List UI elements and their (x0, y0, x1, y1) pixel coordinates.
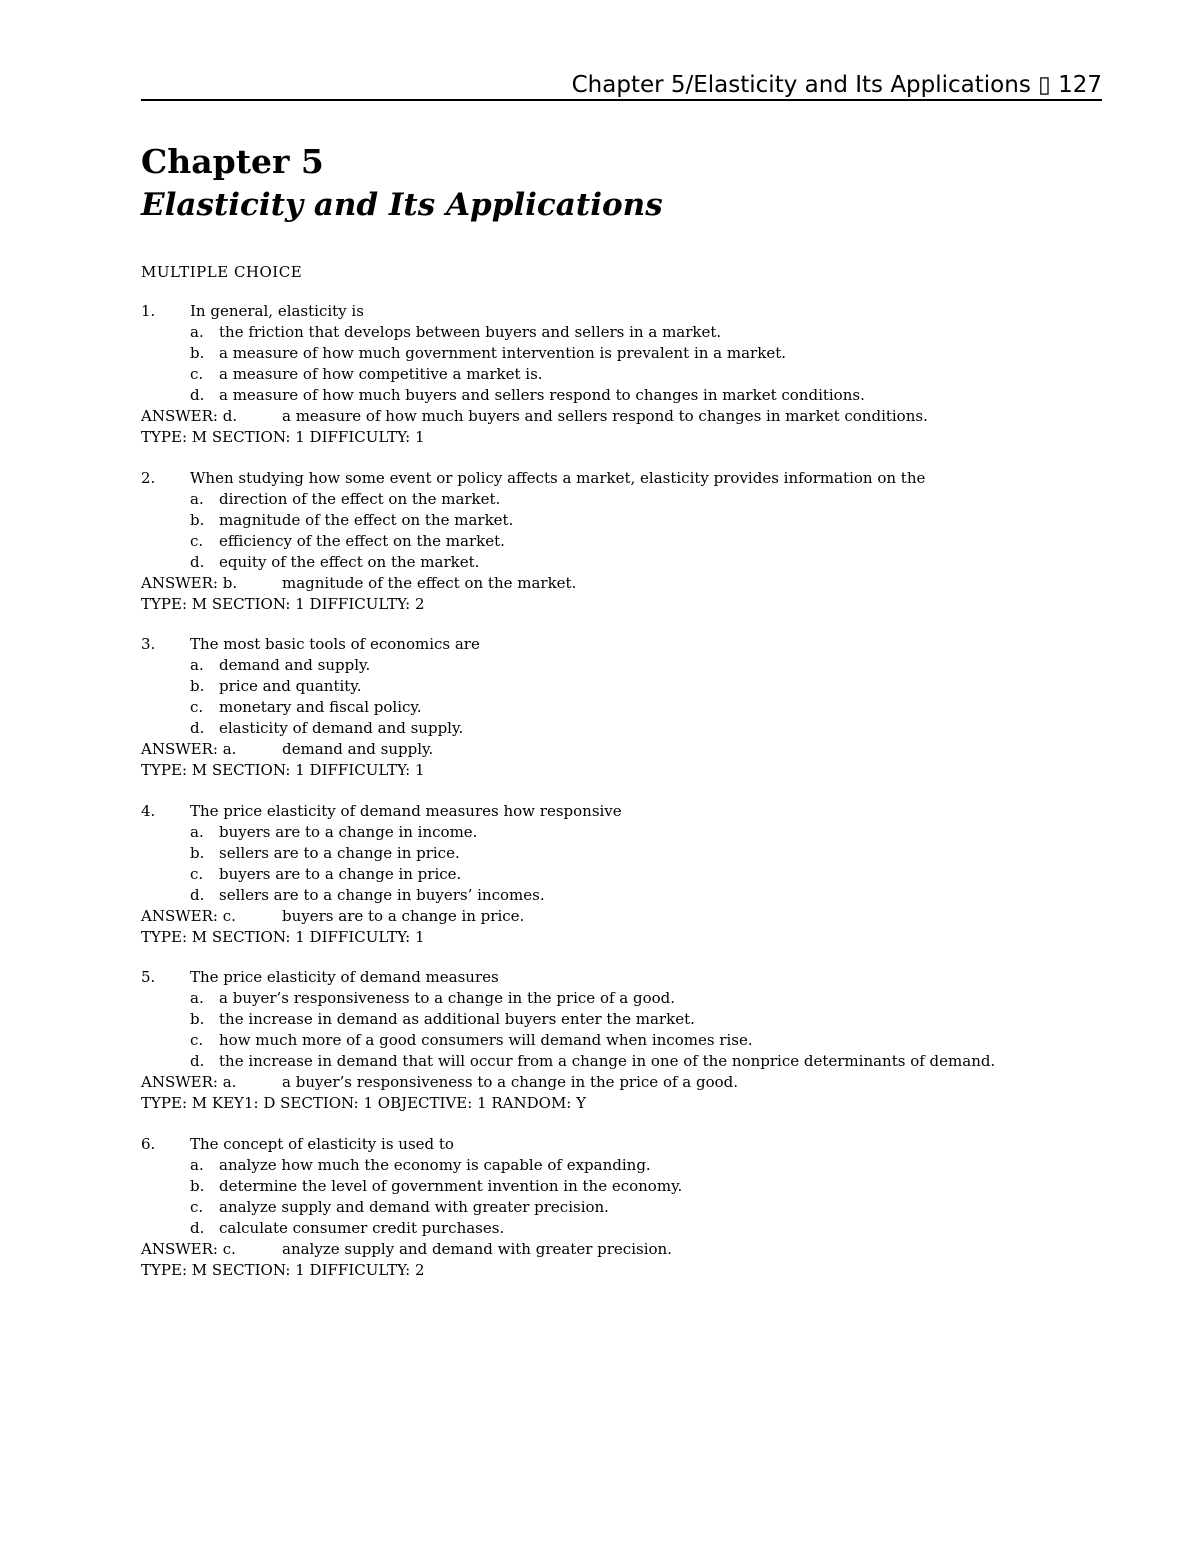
answer-text: magnitude of the effect on the market. (282, 573, 577, 592)
option-letter: d. (190, 1218, 205, 1237)
question-meta-line (141, 427, 1101, 448)
answer-label: ANSWER: d. (141, 407, 238, 425)
option-text: the increase in demand that will occur from a change in one of the nonprice determinants of demand. (219, 1052, 996, 1070)
running-header: Chapter 5/Elasticity and Its Applications ▯ 127 (571, 72, 1102, 98)
answer-label: ANSWER: b. (141, 573, 238, 592)
question-meta-line (141, 760, 1101, 781)
answer-line (141, 906, 1101, 927)
question-item (141, 967, 1101, 1114)
question-item (141, 1134, 1101, 1281)
question-stem-line (141, 634, 1101, 655)
option-text: calculate consumer credit purchases. (219, 1218, 505, 1237)
option-text: analyze how much the economy is capable of expanding. (219, 1155, 651, 1174)
option-text: a measure of how competitive a market is. (219, 365, 543, 383)
option-letter: b. (190, 510, 205, 529)
question-number: 2. (141, 468, 156, 487)
question-number: 3. (141, 635, 156, 653)
option-letter: b. (190, 843, 205, 862)
answer-line (141, 739, 1101, 760)
option-text: sellers are to a change in price. (219, 843, 460, 862)
question-meta-line (141, 927, 1101, 948)
question-number: 6. (141, 1134, 156, 1153)
answer-line (141, 406, 1101, 427)
answer-label: ANSWER: a. (141, 1073, 237, 1091)
answer-option (141, 822, 1101, 843)
option-text: buyers are to a change in income. (219, 822, 478, 841)
question-meta-line (141, 594, 1101, 615)
chapter-title: Elasticity and Its Applications (141, 187, 663, 223)
option-letter: b. (190, 677, 205, 695)
answer-option (141, 385, 1101, 406)
chapter-number: Chapter 5 (141, 142, 324, 181)
option-text: elasticity of demand and supply. (219, 719, 464, 737)
answer-option (141, 1051, 1101, 1072)
question-stem-line (141, 967, 1101, 988)
option-letter: a. (190, 489, 204, 508)
answer-option (141, 531, 1101, 552)
answer-option (141, 697, 1101, 718)
answer-text: a measure of how much buyers and sellers respond to changes in market conditions. (282, 407, 928, 425)
option-text: demand and supply. (219, 656, 371, 674)
question-number: 5. (141, 968, 156, 986)
option-letter: c. (190, 1197, 204, 1216)
answer-label: ANSWER: c. (141, 1239, 236, 1258)
question-item (141, 801, 1101, 948)
question-meta: TYPE: M SECTION: 1 DIFFICULTY: 1 (141, 927, 425, 946)
question-meta: TYPE: M KEY1: D SECTION: 1 OBJECTIVE: 1 RANDOM: Y (141, 1094, 587, 1112)
question-stem: The most basic tools of economics are (190, 635, 480, 653)
answer-label: ANSWER: c. (141, 906, 236, 925)
option-text: sellers are to a change in buyers’ incomes. (219, 885, 545, 904)
option-text: buyers are to a change in price. (219, 864, 462, 883)
question-number: 1. (141, 302, 156, 320)
question-stem: When studying how some event or policy affects a market, elasticity provides information on the (190, 468, 926, 487)
question-stem-line (141, 468, 1101, 489)
answer-option (141, 322, 1101, 343)
answer-option (141, 1176, 1101, 1197)
option-letter: a. (190, 323, 204, 341)
option-letter: d. (190, 885, 205, 904)
question-list (141, 301, 1101, 1300)
option-text: a measure of how much government intervention is prevalent in a market. (219, 344, 786, 362)
option-text: a buyer’s responsiveness to a change in the price of a good. (219, 989, 676, 1007)
answer-text: buyers are to a change in price. (282, 906, 525, 925)
option-letter: c. (190, 864, 204, 883)
answer-line (141, 1239, 1101, 1260)
answer-label: ANSWER: a. (141, 740, 237, 758)
option-letter: c. (190, 1031, 204, 1049)
option-text: the increase in demand as additional buyers enter the market. (219, 1010, 695, 1028)
option-text: a measure of how much buyers and sellers respond to changes in market conditions. (219, 386, 865, 404)
answer-option (141, 843, 1101, 864)
option-text: efficiency of the effect on the market. (219, 531, 505, 550)
answer-option (141, 885, 1101, 906)
answer-option (141, 655, 1101, 676)
answer-text: a buyer’s responsiveness to a change in the price of a good. (282, 1073, 739, 1091)
option-letter: a. (190, 989, 204, 1007)
answer-option (141, 676, 1101, 697)
option-letter: a. (190, 1155, 204, 1174)
answer-option (141, 1155, 1101, 1176)
question-item (141, 301, 1101, 448)
option-letter: a. (190, 822, 204, 841)
question-number: 4. (141, 801, 156, 820)
question-stem: In general, elasticity is (190, 302, 364, 320)
option-letter: b. (190, 344, 205, 362)
option-letter: a. (190, 656, 204, 674)
answer-text: demand and supply. (282, 740, 434, 758)
answer-option (141, 864, 1101, 885)
answer-line (141, 573, 1101, 594)
answer-option (141, 343, 1101, 364)
option-text: analyze supply and demand with greater precision. (219, 1197, 609, 1216)
option-text: magnitude of the effect on the market. (219, 510, 514, 529)
answer-line (141, 1072, 1101, 1093)
answer-option (141, 489, 1101, 510)
option-text: the friction that develops between buyers and sellers in a market. (219, 323, 722, 341)
option-text: equity of the effect on the market. (219, 552, 480, 571)
question-meta: TYPE: M SECTION: 1 DIFFICULTY: 1 (141, 761, 425, 779)
question-item (141, 634, 1101, 781)
option-letter: d. (190, 552, 205, 571)
option-letter: c. (190, 365, 204, 383)
question-stem-line (141, 1134, 1101, 1155)
question-stem: The price elasticity of demand measures (190, 968, 499, 986)
section-title: MULTIPLE CHOICE (141, 263, 303, 281)
option-text: price and quantity. (219, 677, 362, 695)
answer-option (141, 1030, 1101, 1051)
option-letter: c. (190, 531, 204, 550)
answer-option (141, 1197, 1101, 1218)
header-rule (141, 99, 1102, 101)
answer-option (141, 1218, 1101, 1239)
question-stem-line (141, 301, 1101, 322)
question-meta: TYPE: M SECTION: 1 DIFFICULTY: 2 (141, 594, 425, 613)
question-meta: TYPE: M SECTION: 1 DIFFICULTY: 2 (141, 1260, 425, 1279)
answer-option (141, 1009, 1101, 1030)
question-item (141, 468, 1101, 615)
question-stem: The concept of elasticity is used to (190, 1134, 454, 1153)
option-letter: b. (190, 1010, 205, 1028)
option-text: determine the level of government invention in the economy. (219, 1176, 683, 1195)
option-text: how much more of a good consumers will demand when incomes rise. (219, 1031, 753, 1049)
option-letter: d. (190, 719, 205, 737)
answer-option (141, 552, 1101, 573)
answer-option (141, 988, 1101, 1009)
answer-option (141, 718, 1101, 739)
option-text: monetary and fiscal policy. (219, 698, 422, 716)
option-letter: d. (190, 1052, 205, 1070)
option-letter: b. (190, 1176, 205, 1195)
question-stem-line (141, 801, 1101, 822)
option-text: direction of the effect on the market. (219, 489, 501, 508)
answer-option (141, 364, 1101, 385)
question-meta: TYPE: M SECTION: 1 DIFFICULTY: 1 (141, 428, 425, 446)
question-meta-line (141, 1260, 1101, 1281)
option-letter: c. (190, 698, 204, 716)
answer-option (141, 510, 1101, 531)
question-meta-line (141, 1093, 1101, 1114)
question-stem: The price elasticity of demand measures how responsive (190, 801, 622, 820)
answer-text: analyze supply and demand with greater precision. (282, 1239, 672, 1258)
option-letter: d. (190, 386, 205, 404)
